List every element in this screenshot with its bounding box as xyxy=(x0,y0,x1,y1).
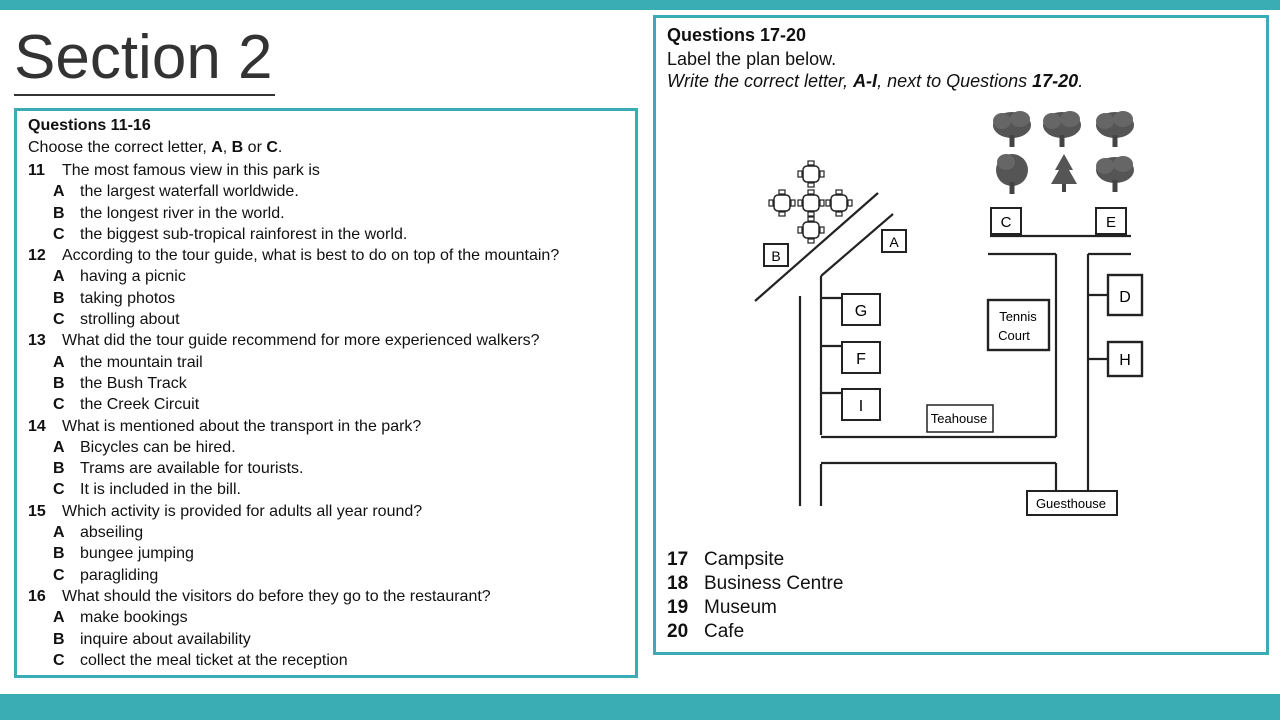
picnic-table-icon xyxy=(769,190,795,216)
question-text: What is mentioned about the transport in the park? xyxy=(62,417,422,435)
option-letter: C xyxy=(53,481,65,499)
svg-text:D: D xyxy=(1119,289,1131,306)
question-text: The most famous view in this park is xyxy=(62,162,320,179)
top-accent-bar xyxy=(0,0,1280,10)
instruction-letter: C xyxy=(266,139,278,156)
option-letter: A xyxy=(53,524,65,542)
svg-text:B: B xyxy=(771,248,781,264)
answer-number: 18 xyxy=(667,573,689,594)
answer-text: Museum xyxy=(704,597,777,618)
questions-11-16-panel xyxy=(14,108,638,678)
svg-text:H: H xyxy=(1119,352,1131,369)
map-box-i xyxy=(842,389,880,420)
option-letter: C xyxy=(53,225,65,243)
option-11-b xyxy=(28,203,628,224)
tree-icon xyxy=(996,154,1028,194)
map-box-g xyxy=(842,294,880,325)
question-number: 14 xyxy=(28,417,46,435)
svg-text:G: G xyxy=(854,303,868,320)
svg-text:Teahouse: Teahouse xyxy=(930,411,988,426)
instruction-letter-range: A-I xyxy=(853,71,878,91)
option-text: strolling about xyxy=(80,311,180,329)
svg-text:Tennis: Tennis xyxy=(999,309,1037,324)
section-title: Section 2 xyxy=(14,22,275,96)
answer-text: Cafe xyxy=(704,621,745,642)
option-12-a xyxy=(28,266,628,287)
option-text: the Creek Circuit xyxy=(80,396,200,414)
bottom-accent-bar xyxy=(0,694,1280,720)
option-text: It is included in the bill. xyxy=(80,481,241,499)
answer-20 xyxy=(667,620,843,644)
answer-number: 17 xyxy=(667,549,689,570)
answer-text: Campsite xyxy=(704,549,785,570)
option-text: bungee jumping xyxy=(80,545,194,563)
question-text: What should the visitors do before they go to the restaurant? xyxy=(62,587,491,605)
tree-icon xyxy=(1096,156,1134,192)
answer-list xyxy=(667,548,843,644)
question-text: According to the tour guide, what is best to do on top of the mountain? xyxy=(62,247,560,265)
instruction-question-range: 17-20 xyxy=(1032,71,1079,91)
question-number: 13 xyxy=(28,332,46,350)
option-14-a xyxy=(28,437,628,458)
option-letter: A xyxy=(53,353,65,371)
map-box-c xyxy=(991,208,1021,234)
question-13 xyxy=(28,330,628,351)
option-letter: C xyxy=(53,311,65,329)
option-13-c xyxy=(28,394,628,415)
question-12 xyxy=(28,245,628,266)
question-11 xyxy=(28,160,628,181)
tennis-court-box xyxy=(988,300,1049,350)
guesthouse-box xyxy=(1027,491,1117,515)
map-box-h xyxy=(1108,342,1142,376)
option-letter: C xyxy=(53,396,65,414)
svg-text:I: I xyxy=(858,398,864,415)
option-16-b xyxy=(28,629,628,650)
option-15-a xyxy=(28,522,628,543)
option-13-a xyxy=(28,352,628,373)
instruction-text: . xyxy=(277,139,283,156)
instruction-text: , xyxy=(222,139,232,156)
tree-icon xyxy=(993,111,1031,147)
option-text: the longest river in the world. xyxy=(80,204,285,222)
question-15 xyxy=(28,501,628,522)
svg-text:Court: Court xyxy=(998,328,1030,343)
option-text: Trams are available for tourists. xyxy=(80,460,304,478)
question-16 xyxy=(28,586,628,607)
option-letter: B xyxy=(53,630,65,648)
option-14-c xyxy=(28,479,628,500)
instruction-text: Write the correct letter, xyxy=(667,71,854,91)
svg-text:C: C xyxy=(1000,214,1012,231)
svg-text:A: A xyxy=(889,234,899,250)
option-letter: A xyxy=(53,609,65,627)
option-text: collect the meal ticket at the reception xyxy=(80,651,348,669)
answer-number: 19 xyxy=(667,597,689,618)
map-box-a xyxy=(882,230,906,252)
question-text: What did the tour guide recommend for more experienced walkers? xyxy=(62,332,540,350)
picnic-table-icon xyxy=(798,217,824,243)
picnic-table-icon xyxy=(798,161,824,187)
option-letter: B xyxy=(53,460,65,478)
answer-19 xyxy=(667,596,843,620)
svg-text:Guesthouse: Guesthouse xyxy=(1035,496,1107,511)
option-12-c xyxy=(28,309,628,330)
option-text: the largest waterfall worldwide. xyxy=(80,183,299,201)
option-text: abseiling xyxy=(80,524,144,542)
instruction-text: or xyxy=(243,139,267,156)
map-box-e xyxy=(1096,208,1126,234)
answer-text: Business Centre xyxy=(704,573,844,594)
instruction-text: , next to Questions xyxy=(877,71,1033,91)
option-letter: B xyxy=(53,289,65,307)
question-text: Which activity is provided for adults all year round? xyxy=(62,502,423,520)
questions-17-20-panel xyxy=(653,15,1269,655)
questions-11-16-instruction xyxy=(28,139,282,157)
picnic-table-icon xyxy=(798,190,824,216)
option-letter: C xyxy=(53,651,65,669)
park-plan-map xyxy=(656,18,1266,538)
map-box-d xyxy=(1108,275,1142,315)
option-11-a xyxy=(28,181,628,202)
option-15-c xyxy=(28,565,628,586)
question-list xyxy=(28,160,628,671)
option-text: the Bush Track xyxy=(80,374,187,392)
svg-text:F: F xyxy=(856,351,866,368)
question-number: 12 xyxy=(28,247,46,265)
questions-11-16-heading: Questions 11-16 xyxy=(28,117,151,134)
option-letter: B xyxy=(53,545,65,563)
option-text: the biggest sub-tropical rainforest in the world. xyxy=(80,225,408,243)
option-letter: C xyxy=(53,566,65,584)
plan-instruction: Label the plan below. xyxy=(667,49,837,69)
tree-icon xyxy=(1096,111,1134,147)
question-number: 16 xyxy=(28,587,46,605)
option-16-c xyxy=(28,650,628,671)
option-text: having a picnic xyxy=(80,268,186,286)
answer-17 xyxy=(667,548,843,572)
option-letter: B xyxy=(53,374,65,392)
map-box-b xyxy=(764,244,788,266)
teahouse-box xyxy=(927,405,993,432)
instruction-text: . xyxy=(1078,71,1084,91)
option-text: the mountain trail xyxy=(80,353,203,371)
option-text: make bookings xyxy=(80,609,188,627)
option-letter: A xyxy=(53,268,65,286)
option-text: taking photos xyxy=(80,289,176,307)
svg-text:E: E xyxy=(1105,214,1117,231)
questions-17-20-heading: Questions 17-20 xyxy=(667,25,807,45)
option-letter: A xyxy=(53,183,65,201)
answer-18 xyxy=(667,572,843,596)
option-16-a xyxy=(28,607,628,628)
option-letter: A xyxy=(53,438,65,456)
instruction-letter: A xyxy=(211,139,223,156)
option-11-c xyxy=(28,224,628,245)
instruction-text: Choose the correct letter, xyxy=(28,139,212,156)
option-letter: B xyxy=(53,204,65,222)
tree-icon xyxy=(1043,111,1081,147)
instruction-letter: B xyxy=(231,139,244,156)
tree-icon xyxy=(1051,154,1077,192)
option-12-b xyxy=(28,288,628,309)
question-number: 11 xyxy=(28,162,45,179)
map-box-f xyxy=(842,342,880,373)
picnic-table-icon xyxy=(826,190,852,216)
question-number: 15 xyxy=(28,502,46,520)
option-text: Bicycles can be hired. xyxy=(80,438,236,456)
option-15-b xyxy=(28,543,628,564)
option-text: inquire about availability xyxy=(80,630,251,648)
answer-number: 20 xyxy=(667,621,689,642)
option-13-b xyxy=(28,373,628,394)
question-14 xyxy=(28,416,628,437)
option-14-b xyxy=(28,458,628,479)
option-text: paragliding xyxy=(80,566,159,584)
